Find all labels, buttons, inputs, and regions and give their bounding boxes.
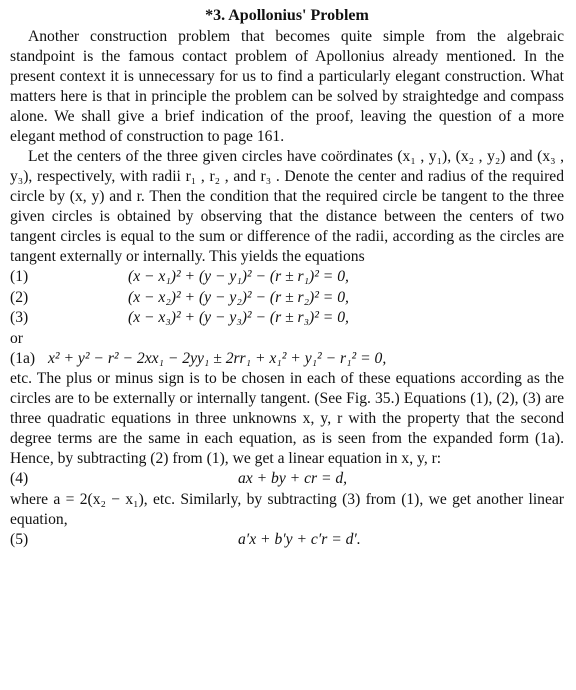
equation-label: (5) <box>10 530 29 548</box>
equation-expression: (x − x₁)² + (y − y₁)² − (r ± r₁)² = 0, <box>128 268 349 285</box>
equation-expression: ax + by + cr = d, <box>238 470 348 487</box>
equation-5 <box>10 530 564 551</box>
paragraph-subtraction: where a = 2(x₂ − x₁), etc. Similarly, by subtracting (3) from (1), we get another linear equation, <box>10 490 564 528</box>
equation-label: (4) <box>10 470 29 487</box>
equation-3 <box>10 308 564 329</box>
equation-1a <box>10 349 564 370</box>
equation-label: (3) <box>10 309 29 326</box>
paragraph-discussion: etc. The plus or minus sign is to be chosen in each of these equations according as the circles are to be externally or internally tangent. (See Fig. 35.) Equations (1), (2), (3) are three quadratic equations in three unknowns x, y, r with the property that the second degree terms are the same in each equation, as is seen from the expanded form (1a). Hence, by subtracting (2) from (1), we get a linear equation in x, y, r: <box>10 370 564 467</box>
equation-label: (1a) <box>10 349 36 367</box>
equation-expression: x² + y² − r² − 2xx₁ − 2yy₁ ± 2rr₁ + x₁² + y₁² − r₁² = 0, <box>48 349 387 367</box>
equation-expression: a′x + b′y + c′r = d′. <box>238 530 361 548</box>
paragraph-intro: Another construction problem that becomes quite simple from the algebraic standpoint is the famous contact problem of Apollonius already mentioned. In the present context it is unnecessary for us to find a particularly elegant construction. What matters here is that in principle the problem can be solved by straightedge and compass alone. We shall give a brief indication of the proof, leaving the question of a more elegant method of construction to page 161. <box>10 28 564 145</box>
equation-expression: (x − x₂)² + (y − y₂)² − (r ± r₂)² = 0, <box>128 288 349 306</box>
equation-label: (2) <box>10 288 29 306</box>
section-title: *3. Apollonius' Problem <box>205 7 369 24</box>
equation-expression: (x − x₃)² + (y − y₃)² − (r ± r₃)² = 0, <box>128 309 349 326</box>
equation-label: (1) <box>10 268 29 285</box>
equation-2 <box>10 288 564 309</box>
paragraph-setup: Let the centers of the three given circles have coördinates (x₁ , y₁), (x₂ , y₂) and (x₃ , y₃), respectively, with radii r₁ , r₂ , and r₃ . Denote the center and radius of the required circle by (x, y) and r. Then the condition that the required circle be tangent to the three given circles is obtained by observing that the distance between the centers of two tangent circles is equal to the sum or difference of the radii, according as the circles are tangent externally or internally. This yields the equations <box>10 148 564 265</box>
or-connector: or <box>10 329 23 347</box>
equation-4 <box>10 469 564 490</box>
equation-1 <box>10 267 564 288</box>
